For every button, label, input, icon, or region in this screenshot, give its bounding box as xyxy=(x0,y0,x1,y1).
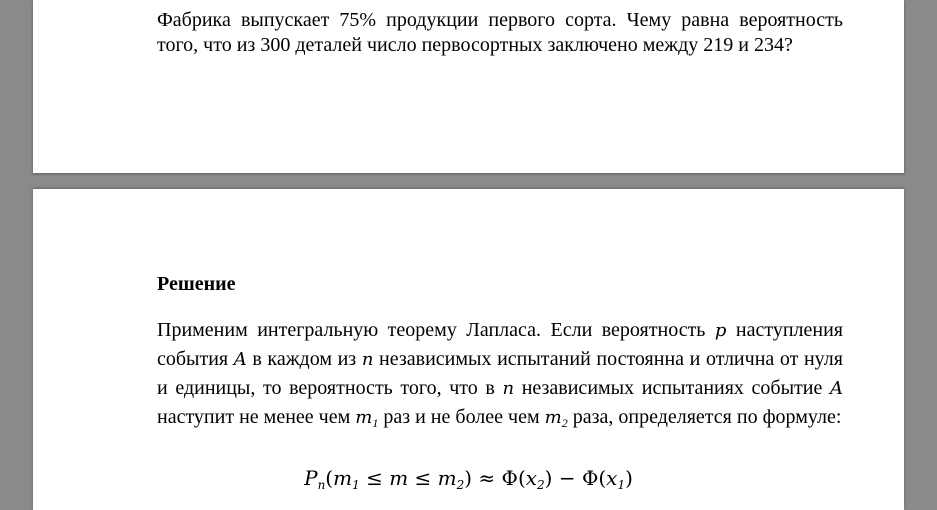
problem-statement: Фабрика выпускает 75% продукции первого сорта. Чему равна вероятность того, что из 300 деталей число первосортных заключено между 219 и 234? xyxy=(157,9,843,56)
formula-subscript: 2 xyxy=(537,478,545,492)
formula-subscript: 1 xyxy=(617,478,626,492)
laplace-formula xyxy=(33,465,904,498)
solution-text: раз и не более чем xyxy=(378,406,545,428)
formula-symbol: x xyxy=(606,466,618,490)
solution-heading: Решение xyxy=(157,273,236,295)
solution-text: наступления события xyxy=(157,319,843,370)
math-var-a: A xyxy=(233,349,247,370)
math-var-n: n xyxy=(361,349,374,370)
formula-symbol: m xyxy=(437,466,457,490)
math-var-p: p xyxy=(714,320,727,341)
formula-symbol: m xyxy=(389,466,409,490)
formula-symbol: P xyxy=(304,466,318,490)
solution-text: наступит не менее чем xyxy=(157,406,356,428)
math-var-a: A xyxy=(830,378,843,399)
document-page-2 xyxy=(33,189,904,510)
formula-symbol: ) xyxy=(464,466,473,490)
solution-text: в каждом из xyxy=(246,348,362,370)
formula-symbol: ≤ xyxy=(408,466,438,490)
formula-symbol: ≈ Φ( xyxy=(472,466,526,490)
formula-symbol: ) xyxy=(625,466,633,490)
math-var-n: n xyxy=(502,378,515,399)
formula-symbol: ≤ xyxy=(359,466,390,490)
document-page-1 xyxy=(33,0,904,173)
math-var-m1: m xyxy=(355,407,373,428)
formula-symbol: ) − Φ( xyxy=(544,466,607,490)
formula-subscript: 2 xyxy=(456,478,465,492)
formula-symbol: m xyxy=(333,466,353,490)
solution-paragraph xyxy=(157,316,843,438)
formula-subscript: n xyxy=(317,478,326,492)
math-var-m2: m xyxy=(544,407,562,428)
formula-symbol: ( xyxy=(325,466,334,490)
math-subscript: 1 xyxy=(372,416,379,430)
formula-subscript: 1 xyxy=(352,478,360,492)
solution-text: раза, определяется по формуле: xyxy=(567,406,842,428)
solution-text: независимых испытаний постоянна и отлична от нуля и единицы, то вероятность того, что в xyxy=(157,348,843,399)
formula-symbol: x xyxy=(525,466,538,490)
math-subscript: 2 xyxy=(561,416,568,430)
solution-text: независимых испытаниях событие xyxy=(514,377,830,399)
solution-text: Применим интегральную теорему Лапласа. Если вероятность xyxy=(157,319,715,341)
